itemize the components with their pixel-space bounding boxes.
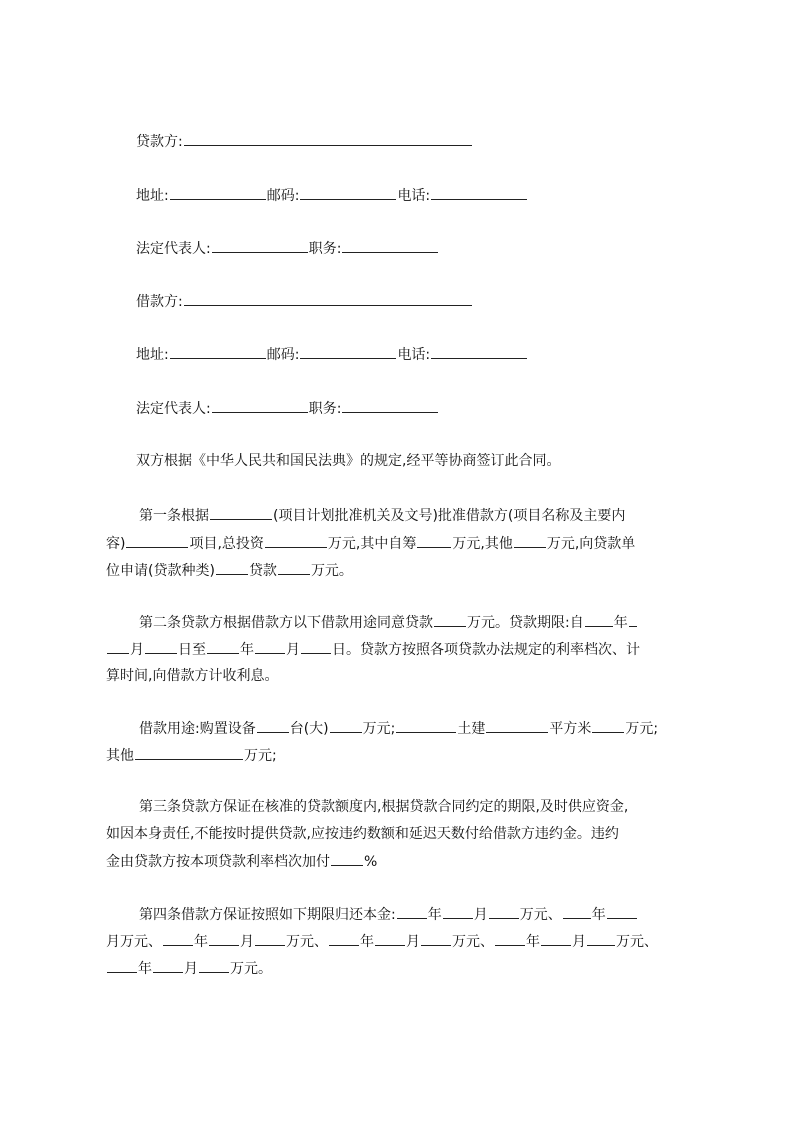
text: 年 [138,961,152,977]
text: 土建 [457,721,486,737]
article4-line1 [139,904,638,925]
blank[interactable] [592,718,624,733]
text: 万元; [625,721,659,737]
blank[interactable] [153,958,183,973]
text: 月 [473,907,488,923]
address-blank[interactable] [170,185,266,200]
title-blank[interactable] [342,238,438,253]
text: 日。贷款方按照各项贷款办法规定的利率档次、计 [332,642,640,658]
address-label: 地址: [136,188,169,204]
text: 万元。 [310,563,353,579]
blank[interactable] [216,560,248,575]
blank[interactable] [107,639,129,654]
article4-line2 [106,931,658,952]
blank[interactable] [514,533,546,548]
blank[interactable] [396,718,456,733]
text: 台(大) [289,721,329,737]
blank[interactable] [257,718,289,733]
text: 项目,总投资 [189,536,264,552]
blank[interactable] [629,612,637,627]
title-label: 职务: [308,401,342,417]
blank[interactable] [541,931,571,946]
text: 万元。 [230,961,272,977]
article3-line1: 第三条贷款方保证在核准的贷款额度内,根据贷款合同约定的期限,及时供应资金, [139,799,629,815]
blank[interactable] [585,612,613,627]
blank[interactable] [443,904,473,919]
blank[interactable] [489,904,519,919]
phone-blank[interactable] [431,344,527,359]
blank[interactable] [587,931,615,946]
text: 第一条根据 [139,508,209,524]
phone-label: 电话: [397,188,431,204]
text: 年 [360,934,374,950]
phone-blank[interactable] [431,185,527,200]
text: 月 [406,934,420,950]
blank[interactable] [107,958,137,973]
legal-rep-blank[interactable] [212,238,308,253]
text: 贷款 [248,563,277,579]
blank[interactable] [417,533,451,548]
blank[interactable] [495,931,525,946]
text: 月 [286,642,300,658]
article4-line3 [106,958,272,979]
borrower-contact-line [136,344,528,365]
article2-line2 [106,639,640,660]
usage-line2 [106,745,277,766]
address-blank[interactable] [170,344,266,359]
article2-line1 [139,612,638,633]
blank[interactable] [207,639,239,654]
lender-label: 贷款方: [136,134,183,150]
text: 月 [184,961,198,977]
blank[interactable] [301,639,331,654]
blank[interactable] [331,851,363,866]
text: 万元,其中自筹 [327,536,417,552]
text: 年 [194,934,208,950]
lender-contact-line [136,185,528,206]
blank[interactable] [421,931,451,946]
text: 万元、 [519,907,562,923]
blank[interactable] [397,904,427,919]
article3-line3 [106,851,377,872]
blank[interactable] [607,904,637,919]
blank[interactable] [210,505,272,520]
lender-rep-line [136,238,439,259]
legal-rep-blank[interactable] [212,398,308,413]
text: 位申请(贷款种类) [106,563,215,579]
blank[interactable] [126,533,188,548]
legal-rep-label: 法定代表人: [136,401,211,417]
article1-line2 [106,533,635,554]
article2-line3: 算时间,向借款方计收利息。 [106,668,279,684]
text: 年 [526,934,540,950]
text: 万元; [244,748,277,764]
title-blank[interactable] [342,398,438,413]
blank[interactable] [135,745,243,760]
text: 借款用途:购置设备 [139,721,256,737]
blank[interactable] [278,560,310,575]
text: 万元,其他 [452,536,513,552]
text: 万元、 [616,934,658,950]
text: 金由贷款方按本项贷款利率档次加付 [106,854,330,870]
text: 其他 [106,748,134,764]
text: 第二条贷款方根据借款方以下借款用途同意贷款 [139,615,433,631]
blank[interactable] [265,533,327,548]
title-label: 职务: [308,241,342,257]
article3-line2: 如因本身责任,不能按时提供贷款,应按违约数额和延迟天数付给借款方违约金。违约 [106,826,619,842]
text: 万元。贷款期限:自 [467,615,584,631]
borrower-label: 借款方: [136,294,183,310]
text: 第四条借款方保证按照如下期限归还本金: [139,907,396,923]
intro-paragraph: 双方根据《中华人民共和国民法典》的规定,经平等协商签订此合同。 [136,453,561,469]
postcode-label: 邮码: [266,347,300,363]
blank[interactable] [563,904,591,919]
blank[interactable] [330,718,362,733]
blank[interactable] [329,931,359,946]
lender-line [136,131,473,152]
blank[interactable] [145,639,177,654]
text: 年 [613,615,628,631]
phone-label: 电话: [397,347,431,363]
text: 月 [572,934,586,950]
text: 万元、 [286,934,328,950]
borrower-blank[interactable] [184,291,472,306]
postcode-blank[interactable] [300,344,396,359]
borrower-rep-line [136,398,439,419]
blank[interactable] [209,931,239,946]
text: 万元、 [452,934,494,950]
legal-rep-label: 法定代表人: [136,241,211,257]
text: % [364,854,378,870]
text: 平方米 [549,721,592,737]
postcode-label: 邮码: [266,188,300,204]
article1-line1 [139,505,625,526]
address-label: 地址: [136,347,169,363]
usage-line1 [139,718,658,739]
text: 月 [240,934,254,950]
text: 万元,向贷款单 [546,536,636,552]
postcode-blank[interactable] [300,185,396,200]
blank[interactable] [255,639,285,654]
text: 月万元、 [106,934,162,950]
text: 年 [240,642,254,658]
text: 万元; [362,721,396,737]
blank[interactable] [199,958,229,973]
text: 月 [130,642,144,658]
blank[interactable] [434,612,466,627]
blank[interactable] [255,931,285,946]
text: 容) [106,536,126,552]
lender-blank[interactable] [184,131,472,146]
blank[interactable] [486,718,548,733]
text: (项目计划批准机关及文号)批准借款方(项目名称及主要内 [273,508,626,524]
borrower-line [136,291,473,312]
text: 日至 [178,642,206,658]
blank[interactable] [163,931,193,946]
article1-line3 [106,560,353,581]
blank[interactable] [375,931,405,946]
text: 年 [591,907,606,923]
text: 年 [427,907,442,923]
